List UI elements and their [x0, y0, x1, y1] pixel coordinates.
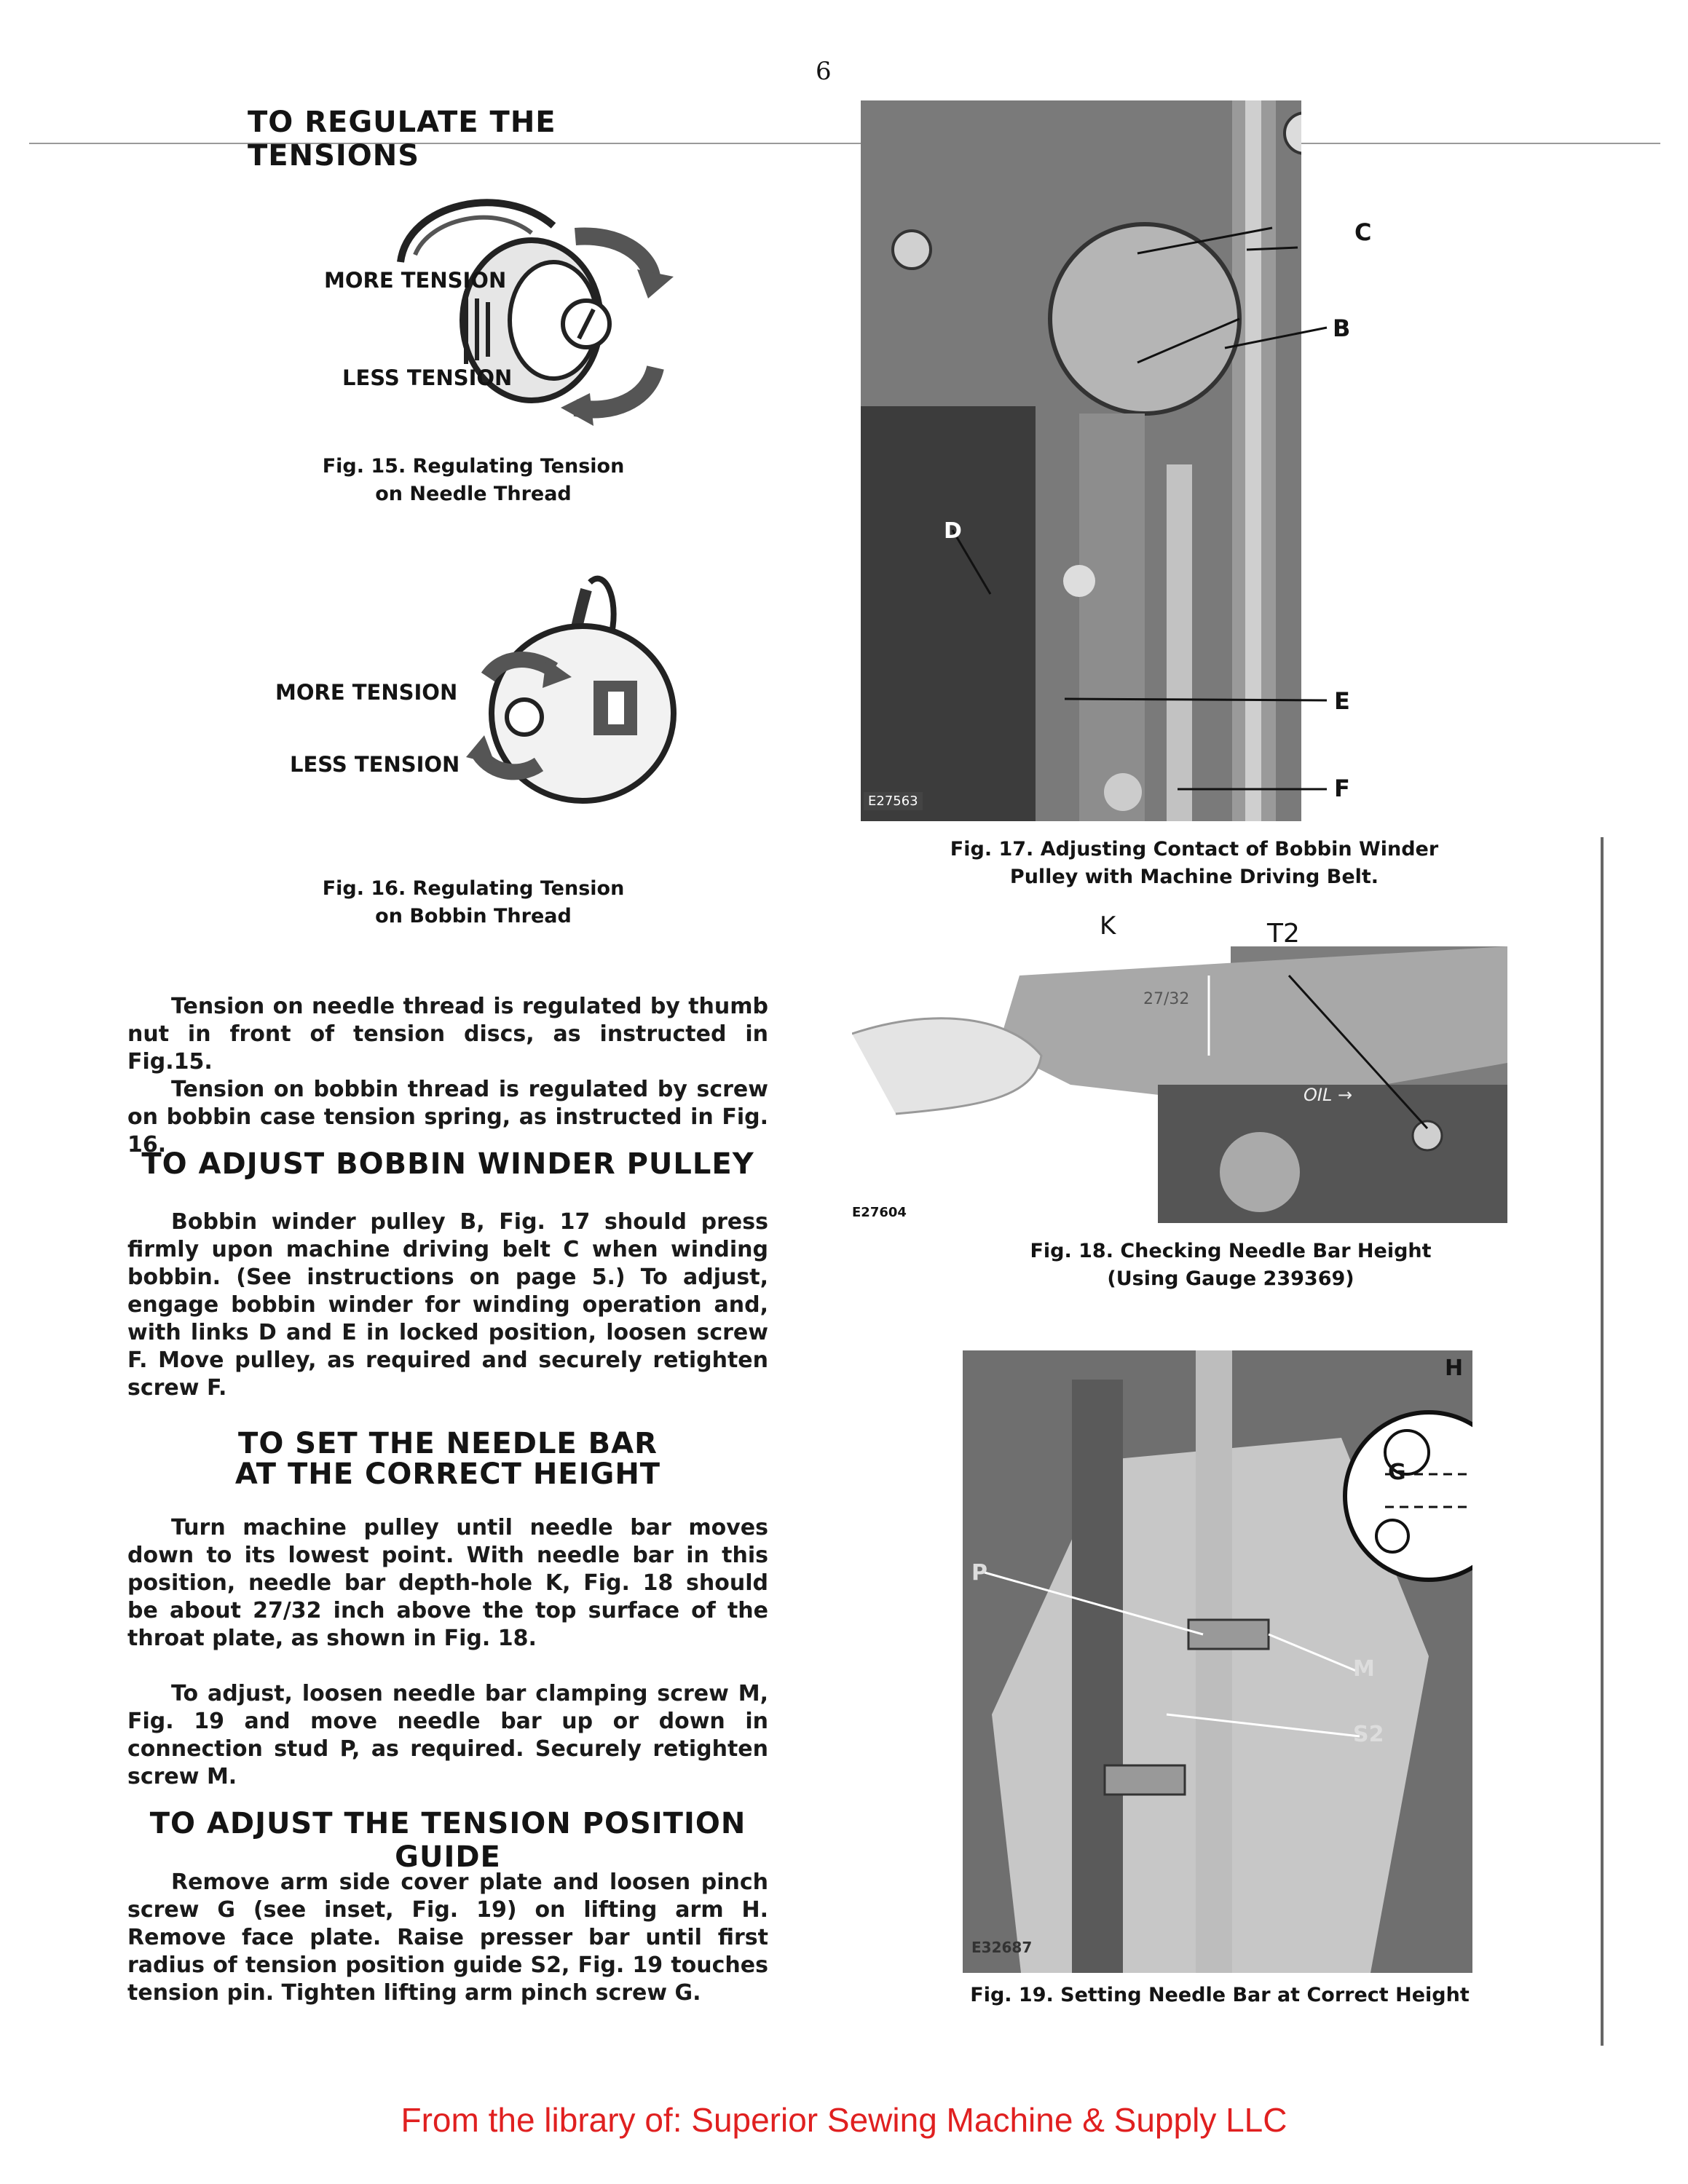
tension-guide-paragraph: Remove arm side cover plate and loosen pinch screw G (see inset, Fig. 19) on lifting arm H. Remove face plate. Raise presser bar until first radius of tension position guide S2, Fig. 19 touches tension pin. Tighten lifting arm pinch screw G. — [127, 1870, 768, 2006]
heading-bobbin-winder: TO ADJUST BOBBIN WINDER PULLEY — [141, 1147, 754, 1181]
fig15-tension-dial-drawing — [313, 175, 692, 437]
library-footer: From the library of: Superior Sewing Machine & Supply LLC — [401, 2101, 1287, 2139]
tensions-paragraph-1: Tension on needle thread is regulated by thumb nut in front of tension discs, as instructed in Fig.15. — [127, 994, 768, 1075]
fig15-less-tension-label: LESS TENSION — [342, 365, 513, 390]
fig15-caption-line1: Fig. 15. Regulating Tension — [322, 455, 625, 478]
fig19-label-m: M — [1353, 1656, 1375, 1682]
fig19-label-g: G — [1388, 1460, 1406, 1485]
fig18-caption — [976, 1238, 1486, 1293]
fig16-less-tension-label: LESS TENSION — [290, 752, 460, 777]
fig19-photo — [963, 1350, 1472, 1973]
heading-regulate-tensions: TO REGULATE THE TENSIONS — [248, 106, 556, 173]
fig18-photo — [852, 917, 1507, 1223]
fig17-code: E27563 — [864, 792, 923, 810]
tensions-paragraph-2: Tension on bobbin thread is regulated by screw on bobbin case tension spring, as instructed in Fig. 16. — [127, 1077, 768, 1158]
fig17-callouts — [861, 100, 1370, 821]
fig17-label-c: C — [1354, 218, 1372, 246]
tensions-body — [127, 993, 768, 1159]
scan-edge-line — [1601, 837, 1604, 2046]
fig16-more-tension-label: MORE TENSION — [275, 680, 458, 705]
fig17-label-e: E — [1334, 687, 1350, 715]
fig17-label-f: F — [1334, 775, 1350, 802]
fig16-caption-line1: Fig. 16. Regulating Tension — [322, 877, 625, 900]
fig19-caption: Fig. 19. Setting Needle Bar at Correct Height — [970, 1984, 1470, 2006]
fig16-caption — [291, 875, 655, 930]
fig17-label-b: B — [1333, 314, 1351, 342]
needle-bar-body — [127, 1514, 768, 1791]
fig15-caption — [291, 453, 655, 508]
heading-tension-guide: TO ADJUST THE TENSION POSITION GUIDE — [149, 1807, 746, 1874]
page-number: 6 — [816, 57, 832, 86]
fig19-label-s2: S2 — [1353, 1722, 1384, 1747]
tension-guide-body — [127, 1869, 768, 2007]
heading-needle-bar-line1: TO SET THE NEEDLE BAR — [238, 1427, 658, 1460]
heading-needle-bar-line2: AT THE CORRECT HEIGHT — [234, 1457, 661, 1491]
fig15-caption-line2: on Needle Thread — [375, 483, 572, 505]
fig18-oil-label: OIL → — [1304, 1085, 1353, 1105]
fig19-label-h: H — [1445, 1356, 1464, 1381]
bobbin-winder-body — [127, 1208, 768, 1402]
fig18-caption-line2: (Using Gauge 239369) — [1107, 1267, 1354, 1290]
fig17-caption-line2: Pulley with Machine Driving Belt. — [1009, 866, 1379, 888]
fig17-label-d: D — [944, 518, 962, 544]
fig18-code: E27604 — [852, 1205, 907, 1220]
fig17-caption-line1: Fig. 17. Adjusting Contact of Bobbin Winder — [950, 838, 1439, 860]
fig18-caption-line1: Fig. 18. Checking Needle Bar Height — [1030, 1240, 1432, 1262]
fig15-more-tension-label: MORE TENSION — [324, 268, 507, 293]
fig18-gauge-label: 27/32 — [1143, 990, 1190, 1008]
fig17-caption — [903, 836, 1486, 891]
heading-needle-bar — [127, 1428, 768, 1489]
fig18-label-t2: T2 — [1267, 919, 1300, 949]
fig19-code: E32687 — [971, 1939, 1033, 1956]
needle-bar-paragraph-2: To adjust, loosen needle bar clamping screw M, Fig. 19 and move needle bar up or down in connection stud P, as required. Securely retighten screw M. — [127, 1681, 768, 1789]
fig16-caption-line2: on Bobbin Thread — [375, 905, 572, 927]
bobbin-winder-paragraph: Bobbin winder pulley B, Fig. 17 should press firmly upon machine driving belt C when winding bobbin. (See instructions on page 5.) To adjust, engage bobbin winder for winding operation and, with links D and E in locked position, loosen screw F. Move pulley, as required and securely retighten screw F. — [127, 1209, 768, 1401]
needle-bar-paragraph-1: Turn machine pulley until needle bar moves down to its lowest point. With needle bar in this position, needle bar depth-hole K, Fig. 18 should be about 27/32 inch above the top surface of the throat plate, as shown in Fig. 18. — [127, 1515, 768, 1651]
fig19-label-p: P — [971, 1560, 987, 1586]
fig16-bobbin-case-drawing — [444, 568, 677, 830]
fig18-label-k: K — [1100, 911, 1116, 941]
